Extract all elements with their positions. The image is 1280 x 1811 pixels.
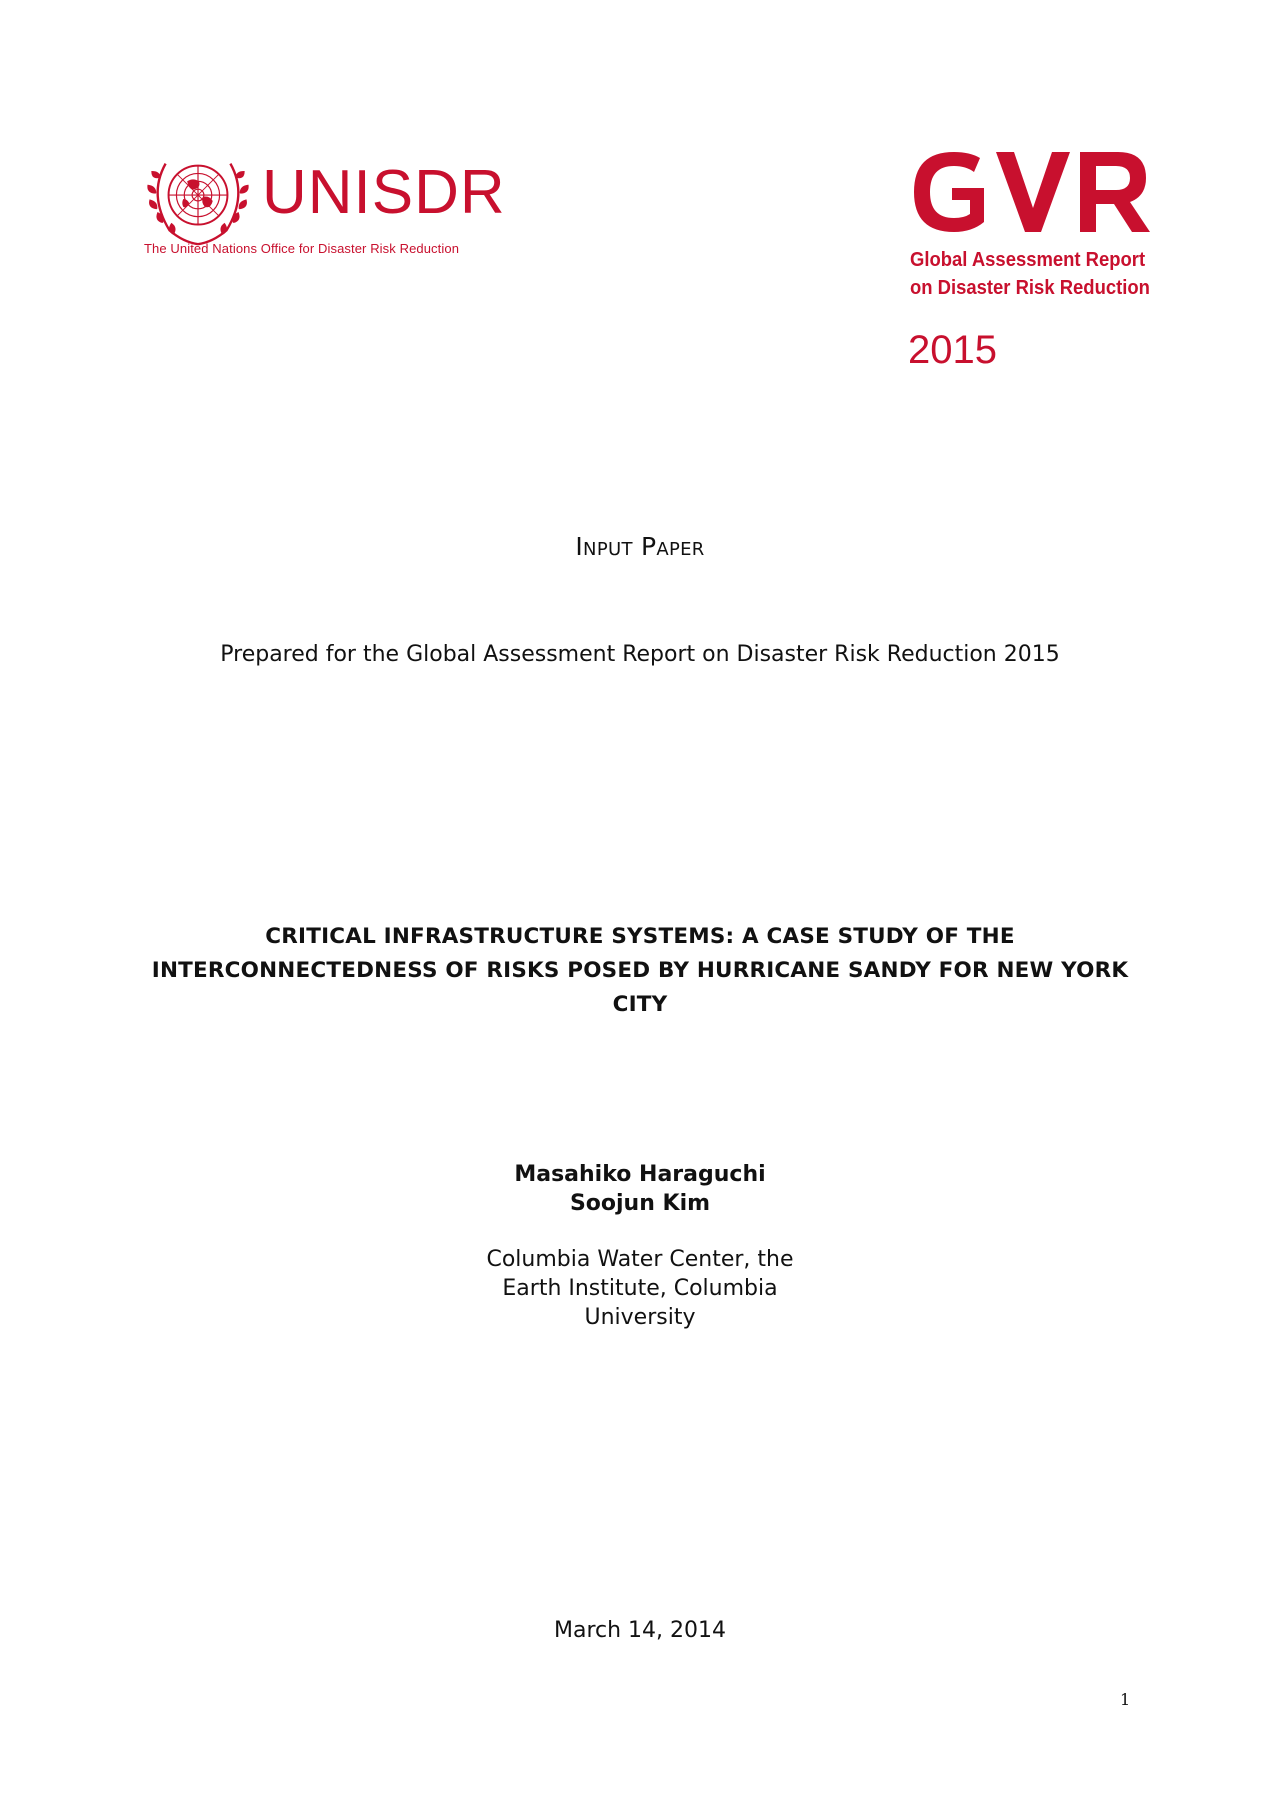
affiliation-line1: Columbia Water Center, the	[486, 1247, 794, 1272]
gar-subtitle-line2: on Disaster Risk Reduction	[910, 276, 1150, 299]
paper-title-line3: CITY	[612, 992, 668, 1017]
prepared-for-line: Prepared for the Global Assessment Report on Disaster Risk Reduction 2015	[220, 642, 1060, 667]
gar-logo	[908, 150, 1168, 380]
paper-title-line1: CRITICAL INFRASTRUCTURE SYSTEMS: A CASE STUDY OF THE	[265, 924, 1015, 949]
affiliation-line2: Earth Institute, Columbia	[502, 1276, 778, 1301]
input-paper-label: Input Paper	[575, 532, 705, 561]
gar-subtitle-line1: Global Assessment Report	[910, 248, 1146, 271]
unisdr-logo	[140, 140, 506, 260]
author-name: Masahiko Haraguchi	[514, 1162, 766, 1187]
authors	[140, 1160, 1140, 1218]
unisdr-wordmark: UNISDR	[262, 158, 506, 227]
unisdr-tagline: The United Nations Office for Disaster Risk Reduction	[144, 241, 460, 256]
gar-year: 2015	[908, 328, 997, 372]
affiliation-line3: University	[584, 1305, 696, 1330]
gar-wordmark-icon	[908, 150, 1158, 234]
affiliation	[140, 1245, 1140, 1332]
paper-title	[140, 920, 1140, 1022]
un-emblem-icon	[144, 144, 252, 252]
gar-subtitle	[910, 246, 1150, 302]
paper-date: March 14, 2014	[553, 1618, 727, 1643]
paper-title-line2: INTERCONNECTEDNESS OF RISKS POSED BY HURRICANE SANDY FOR NEW YORK	[151, 958, 1129, 983]
page-number: 1	[1120, 1690, 1131, 1709]
author-name: Soojun Kim	[569, 1191, 711, 1216]
